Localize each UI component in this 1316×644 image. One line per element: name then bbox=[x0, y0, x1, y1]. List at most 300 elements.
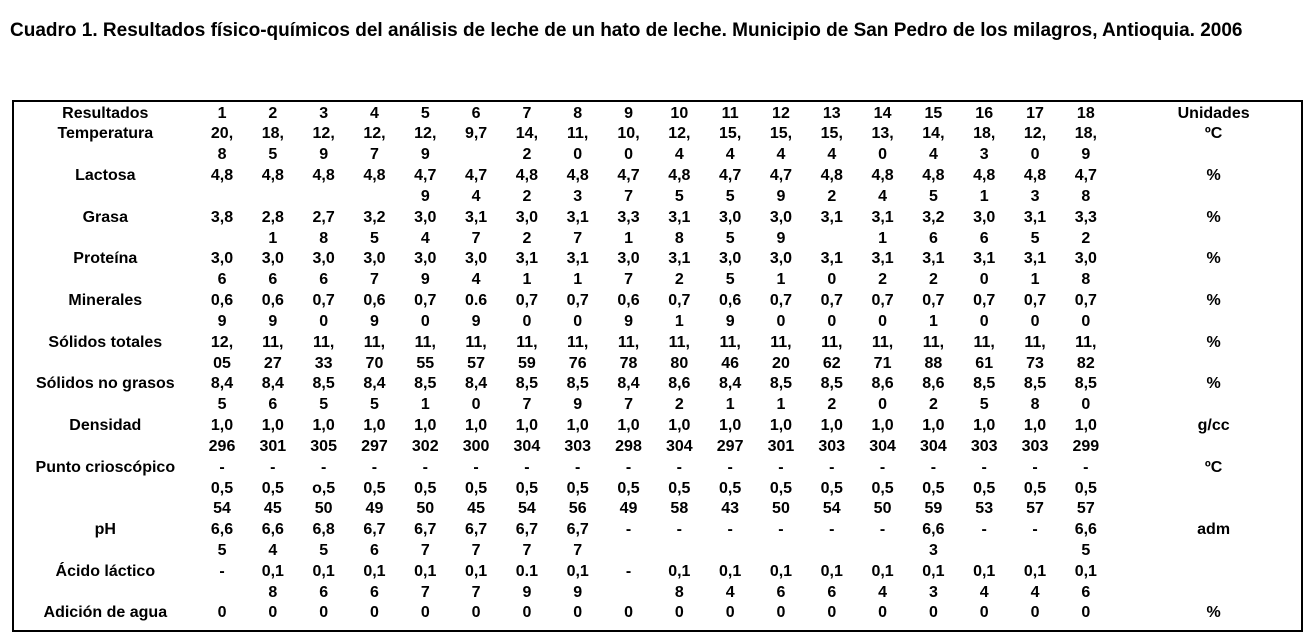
value-line: 4 bbox=[878, 187, 888, 205]
value-line: 8 bbox=[268, 583, 278, 601]
value-line: 0 bbox=[624, 604, 633, 621]
value-line: 8,4 bbox=[363, 375, 386, 392]
value-cell bbox=[1060, 249, 1111, 291]
value-line: 1 bbox=[725, 395, 735, 413]
value-line: 8,6 bbox=[922, 375, 945, 392]
value-line: 8 bbox=[319, 229, 329, 247]
value-line: 11, bbox=[567, 334, 589, 351]
value-cell bbox=[400, 333, 451, 374]
value-line: 3,0 bbox=[515, 209, 539, 226]
value-line: 54 bbox=[822, 500, 841, 517]
value-line: 11, bbox=[668, 334, 690, 351]
value-cell bbox=[857, 416, 908, 458]
value-line: 4 bbox=[674, 145, 684, 163]
value-line: 9 bbox=[319, 145, 329, 163]
row-label-cell bbox=[14, 520, 197, 562]
value-cell bbox=[806, 374, 857, 416]
value-line: 304 bbox=[869, 437, 896, 455]
value-line: 5 bbox=[319, 395, 329, 413]
value-line: 3,1 bbox=[515, 250, 539, 267]
value-line: 0,5 bbox=[871, 479, 894, 497]
value-cell bbox=[400, 166, 451, 208]
value-line: 11, bbox=[312, 334, 335, 351]
value-line: 0,7 bbox=[566, 292, 589, 309]
value-line: 6,8 bbox=[312, 521, 335, 538]
value-line: 0,7 bbox=[668, 292, 691, 309]
value-line: 5 bbox=[217, 541, 227, 559]
value-line: 6 bbox=[827, 583, 837, 601]
value-line: - bbox=[1032, 459, 1038, 476]
value-line: 0,1 bbox=[1023, 563, 1047, 580]
value-cell bbox=[705, 124, 756, 166]
value-cell bbox=[298, 520, 349, 562]
value-line: 71 bbox=[873, 354, 892, 372]
value-line: 11, bbox=[363, 334, 386, 351]
value-line: 0 bbox=[217, 604, 227, 621]
value-line: 1,0 bbox=[414, 417, 437, 434]
value-line: 6 bbox=[979, 229, 989, 247]
value-cell bbox=[552, 208, 603, 249]
table-row bbox=[14, 562, 1316, 603]
value-line: 3,0 bbox=[769, 250, 793, 267]
value-line: 0.6 bbox=[464, 292, 488, 309]
value-cell bbox=[1060, 520, 1111, 562]
unit-label: ºC bbox=[1204, 459, 1223, 476]
value-line: 0,5 bbox=[719, 479, 742, 497]
unit-cell bbox=[1111, 374, 1316, 416]
value-line: 12, bbox=[668, 125, 691, 142]
value-line: 0 bbox=[268, 604, 278, 621]
header-col-label: 12 bbox=[772, 105, 790, 122]
unit-cell bbox=[1111, 458, 1316, 520]
value-line: 3,1 bbox=[566, 209, 589, 226]
value-cell bbox=[1010, 249, 1061, 291]
value-cell bbox=[197, 520, 248, 562]
value-line: 12, bbox=[312, 125, 335, 142]
value-line: 0,7 bbox=[820, 292, 843, 309]
value-cell bbox=[451, 291, 502, 333]
value-cell bbox=[908, 562, 959, 603]
value-line: 0 bbox=[979, 604, 989, 621]
header-col-4 bbox=[349, 104, 400, 124]
value-line: 05 bbox=[213, 354, 231, 372]
value-line: - bbox=[219, 459, 225, 476]
value-cell bbox=[298, 458, 349, 520]
value-line: 7 bbox=[573, 229, 583, 247]
value-line: 3,2 bbox=[363, 209, 386, 226]
header-col-label: 6 bbox=[471, 105, 481, 122]
value-line: 0,5 bbox=[769, 479, 793, 497]
value-cell bbox=[908, 166, 959, 208]
value-cell bbox=[603, 562, 654, 603]
value-line: 8,4 bbox=[261, 375, 284, 392]
value-cell bbox=[501, 458, 552, 520]
row-label-cell bbox=[14, 416, 197, 458]
value-line: 13, bbox=[871, 125, 894, 142]
value-line: 6 bbox=[1081, 583, 1091, 601]
value-line: 7 bbox=[420, 541, 430, 559]
value-line: 18, bbox=[1074, 125, 1097, 142]
header-col-2 bbox=[247, 104, 298, 124]
value-line: 1 bbox=[979, 187, 989, 205]
value-line: - bbox=[778, 521, 784, 538]
value-line: 0,1 bbox=[566, 563, 589, 580]
table-row bbox=[14, 374, 1316, 416]
value-line: 3,1 bbox=[871, 209, 894, 226]
value-line: 62 bbox=[822, 354, 841, 372]
value-line: 303 bbox=[818, 437, 846, 455]
value-line: 0,1 bbox=[1074, 563, 1097, 580]
value-line: - bbox=[575, 459, 581, 476]
value-line: 2 bbox=[827, 395, 837, 413]
unit-label: % bbox=[1206, 209, 1221, 226]
value-line: 8 bbox=[674, 229, 684, 247]
value-line: 3,0 bbox=[1074, 250, 1097, 267]
value-cell bbox=[400, 458, 451, 520]
value-line: 11, bbox=[465, 334, 487, 351]
value-line: 5 bbox=[725, 229, 735, 247]
value-cell bbox=[705, 562, 756, 603]
value-line: 6 bbox=[319, 583, 329, 601]
table-row bbox=[14, 166, 1316, 208]
value-line: 5 bbox=[1081, 541, 1091, 559]
value-line: 3,3 bbox=[1074, 209, 1097, 226]
value-line: 54 bbox=[517, 500, 536, 517]
value-line: 6,7 bbox=[464, 521, 488, 538]
table-row bbox=[14, 249, 1316, 291]
header-col-label: 5 bbox=[420, 105, 430, 122]
row-label-cell bbox=[14, 603, 197, 625]
value-cell bbox=[349, 249, 400, 291]
header-col-12 bbox=[756, 104, 807, 124]
value-cell bbox=[197, 374, 248, 416]
value-cell bbox=[247, 291, 298, 333]
value-cell bbox=[197, 458, 248, 520]
value-cell bbox=[400, 562, 451, 603]
row-label-cell bbox=[14, 208, 197, 249]
value-line: 4,8 bbox=[1023, 167, 1047, 184]
value-cell bbox=[247, 166, 298, 208]
value-cell bbox=[857, 520, 908, 562]
value-line: 303 bbox=[1021, 437, 1049, 455]
value-line: 11, bbox=[922, 334, 945, 351]
value-cell bbox=[756, 416, 807, 458]
value-line: 0 bbox=[420, 604, 430, 621]
value-line: - bbox=[371, 459, 378, 476]
value-cell bbox=[501, 562, 552, 603]
value-line: 7 bbox=[522, 541, 532, 559]
value-line: 5 bbox=[725, 187, 735, 205]
value-line: 300 bbox=[462, 437, 490, 455]
value-line: - bbox=[1083, 459, 1089, 476]
value-line: 6,7 bbox=[414, 521, 437, 538]
value-line: 11, bbox=[414, 334, 436, 351]
value-cell bbox=[1010, 562, 1061, 603]
value-cell bbox=[857, 291, 908, 333]
value-cell bbox=[298, 603, 349, 625]
value-line: 0 bbox=[776, 312, 786, 330]
value-cell bbox=[552, 249, 603, 291]
value-cell bbox=[959, 520, 1010, 562]
value-cell bbox=[603, 124, 654, 166]
value-cell bbox=[1010, 124, 1061, 166]
value-line: 2,7 bbox=[312, 209, 335, 226]
value-line: 45 bbox=[263, 500, 282, 517]
value-line: 7 bbox=[370, 145, 379, 163]
value-line: 305 bbox=[310, 437, 337, 455]
value-line: 8,4 bbox=[464, 375, 488, 392]
row-label-cell bbox=[14, 562, 197, 603]
value-cell bbox=[247, 124, 298, 166]
value-cell bbox=[959, 249, 1010, 291]
value-line: 0 bbox=[1030, 312, 1040, 330]
value-cell bbox=[857, 458, 908, 520]
table-row bbox=[14, 208, 1316, 249]
value-line: 0 bbox=[522, 604, 532, 621]
value-line: 5 bbox=[268, 145, 278, 163]
value-line: 59 bbox=[517, 354, 536, 372]
value-cell bbox=[756, 249, 807, 291]
header-col-11 bbox=[705, 104, 756, 124]
value-line: 9 bbox=[725, 312, 735, 330]
value-line: 5 bbox=[319, 541, 329, 559]
value-cell bbox=[501, 416, 552, 458]
value-line: 59 bbox=[924, 500, 943, 517]
value-line: 2 bbox=[878, 270, 888, 288]
unit-label: adm bbox=[1197, 521, 1231, 538]
value-line: 9 bbox=[776, 229, 786, 247]
value-line: 50 bbox=[314, 500, 333, 517]
value-line: 9 bbox=[522, 583, 532, 601]
table-row bbox=[14, 520, 1316, 562]
value-cell bbox=[908, 520, 959, 562]
value-line: 0,1 bbox=[261, 563, 284, 580]
unit-cell bbox=[1111, 291, 1316, 333]
value-line: 0,1 bbox=[312, 563, 335, 580]
value-line: 6 bbox=[217, 270, 227, 288]
value-cell bbox=[349, 374, 400, 416]
value-line: 6 bbox=[268, 395, 278, 413]
value-cell bbox=[603, 458, 654, 520]
value-line: 4,7 bbox=[464, 167, 488, 184]
value-cell bbox=[1010, 166, 1061, 208]
value-line: 3,1 bbox=[566, 250, 589, 267]
value-cell bbox=[349, 208, 400, 249]
value-cell bbox=[400, 124, 451, 166]
value-cell bbox=[908, 416, 959, 458]
value-cell bbox=[552, 124, 603, 166]
value-cell bbox=[959, 416, 1010, 458]
value-cell bbox=[400, 249, 451, 291]
value-cell bbox=[756, 562, 807, 603]
value-cell bbox=[603, 291, 654, 333]
value-line: 304 bbox=[665, 437, 693, 455]
value-cell bbox=[552, 520, 603, 562]
value-line: 9 bbox=[420, 145, 430, 163]
value-line: 3 bbox=[928, 541, 938, 559]
value-line: 0 bbox=[1081, 312, 1091, 330]
value-cell bbox=[298, 416, 349, 458]
value-line: 0,5 bbox=[973, 479, 996, 497]
value-line: 6 bbox=[268, 270, 278, 288]
value-line: 1,0 bbox=[668, 417, 691, 434]
value-line: 4,8 bbox=[312, 167, 335, 184]
value-line: 9 bbox=[420, 270, 430, 288]
value-line: 2 bbox=[674, 395, 684, 413]
value-line: 2 bbox=[522, 229, 532, 247]
value-cell bbox=[857, 374, 908, 416]
value-cell bbox=[705, 458, 756, 520]
value-line: 0,7 bbox=[922, 292, 945, 309]
value-line: 3,1 bbox=[1023, 209, 1047, 226]
value-cell bbox=[603, 603, 654, 625]
row-label: pH bbox=[94, 521, 116, 538]
value-cell bbox=[1060, 416, 1111, 458]
value-cell bbox=[451, 603, 502, 625]
value-line: 0 bbox=[624, 145, 633, 163]
value-cell bbox=[959, 208, 1010, 249]
value-line: 46 bbox=[721, 354, 740, 372]
value-cell bbox=[654, 458, 705, 520]
table-row bbox=[14, 291, 1316, 333]
value-cell bbox=[806, 333, 857, 374]
header-col-9 bbox=[603, 104, 654, 124]
value-cell bbox=[552, 416, 603, 458]
value-cell bbox=[349, 416, 400, 458]
value-line: 4 bbox=[471, 270, 481, 288]
value-cell bbox=[197, 208, 248, 249]
value-cell bbox=[298, 374, 349, 416]
value-line: 14, bbox=[922, 125, 945, 142]
value-line: 4 bbox=[471, 187, 481, 205]
value-line: 0 bbox=[573, 312, 583, 330]
value-line: 1,0 bbox=[922, 417, 945, 434]
value-cell bbox=[501, 291, 552, 333]
value-cell bbox=[806, 603, 857, 625]
header-col-5 bbox=[400, 104, 451, 124]
value-cell bbox=[400, 208, 451, 249]
value-cell bbox=[400, 416, 451, 458]
value-line: 303 bbox=[970, 437, 998, 455]
value-cell bbox=[705, 208, 756, 249]
value-cell bbox=[1060, 166, 1111, 208]
value-line: 0,6 bbox=[617, 292, 640, 309]
value-cell bbox=[857, 603, 908, 625]
header-col-label: 2 bbox=[268, 105, 278, 122]
value-line: 61 bbox=[975, 354, 994, 372]
header-col-label: 4 bbox=[370, 105, 379, 122]
value-line: 0,5 bbox=[515, 479, 539, 497]
value-line: 7 bbox=[471, 229, 481, 247]
value-line: 0,7 bbox=[973, 292, 996, 309]
value-line: 7 bbox=[471, 583, 481, 601]
value-line: 3,1 bbox=[1023, 250, 1047, 267]
value-cell bbox=[247, 562, 298, 603]
value-line: 0 bbox=[573, 604, 583, 621]
header-unit-cell bbox=[1111, 104, 1316, 124]
value-line: 1,0 bbox=[769, 417, 793, 434]
value-line: 1,0 bbox=[719, 417, 742, 434]
value-line: 3,1 bbox=[668, 250, 691, 267]
header-col-10 bbox=[654, 104, 705, 124]
unit-label: ºC bbox=[1204, 125, 1223, 142]
value-line: 1,0 bbox=[210, 417, 234, 434]
value-line: 3,0 bbox=[312, 250, 335, 267]
header-label-cell bbox=[14, 104, 197, 124]
header-col-label: 10 bbox=[670, 105, 689, 122]
header-col-16 bbox=[959, 104, 1010, 124]
value-cell bbox=[451, 249, 502, 291]
value-line: 3,0 bbox=[617, 250, 640, 267]
header-col-6 bbox=[451, 104, 502, 124]
unit-cell bbox=[1111, 520, 1316, 562]
value-cell bbox=[806, 458, 857, 520]
header-col-label: 9 bbox=[624, 105, 633, 122]
value-line: 0 bbox=[1081, 395, 1091, 413]
value-cell bbox=[908, 124, 959, 166]
value-line: 3,1 bbox=[871, 250, 894, 267]
value-cell bbox=[451, 124, 502, 166]
value-line: 1 bbox=[522, 270, 532, 288]
value-line: 3 bbox=[573, 187, 583, 205]
value-line: 3,8 bbox=[210, 209, 234, 226]
value-cell bbox=[654, 374, 705, 416]
value-line: - bbox=[625, 459, 632, 476]
value-cell bbox=[552, 166, 603, 208]
value-line: 5 bbox=[674, 187, 684, 205]
value-line: 1,0 bbox=[617, 417, 640, 434]
value-cell bbox=[908, 291, 959, 333]
value-line: 78 bbox=[619, 354, 638, 372]
value-line: 11, bbox=[719, 334, 741, 351]
row-label: Adición de agua bbox=[43, 604, 168, 621]
value-line: 12, bbox=[1023, 125, 1047, 142]
value-line: 0 bbox=[319, 312, 329, 330]
value-cell bbox=[1010, 416, 1061, 458]
value-line: 0 bbox=[979, 312, 989, 330]
header-col-3 bbox=[298, 104, 349, 124]
value-line: 7 bbox=[370, 270, 379, 288]
unit-label: % bbox=[1206, 334, 1221, 351]
row-label-cell bbox=[14, 249, 197, 291]
value-cell bbox=[247, 416, 298, 458]
value-line: 70 bbox=[365, 354, 384, 372]
value-cell bbox=[1010, 333, 1061, 374]
value-line: 0 bbox=[878, 604, 888, 621]
value-cell bbox=[400, 603, 451, 625]
value-line: 43 bbox=[721, 500, 740, 517]
value-line: 0 bbox=[878, 312, 888, 330]
value-line: 3,3 bbox=[617, 209, 640, 226]
value-line: 15, bbox=[820, 125, 843, 142]
unit-cell bbox=[1111, 562, 1316, 603]
value-line: 8,5 bbox=[1023, 375, 1047, 392]
header-label: Resultados bbox=[62, 105, 149, 122]
value-line: 1 bbox=[776, 395, 786, 413]
value-cell bbox=[1060, 374, 1111, 416]
value-line: 4 bbox=[420, 229, 430, 247]
unit-cell bbox=[1111, 249, 1316, 291]
row-label-cell bbox=[14, 166, 197, 208]
row-label-cell bbox=[14, 124, 197, 166]
value-cell bbox=[705, 333, 756, 374]
value-line: - bbox=[473, 459, 479, 476]
value-cell bbox=[451, 416, 502, 458]
header-col-label: 13 bbox=[822, 105, 841, 122]
value-line: 5 bbox=[217, 395, 227, 413]
value-line: 296 bbox=[208, 437, 236, 455]
value-cell bbox=[247, 333, 298, 374]
